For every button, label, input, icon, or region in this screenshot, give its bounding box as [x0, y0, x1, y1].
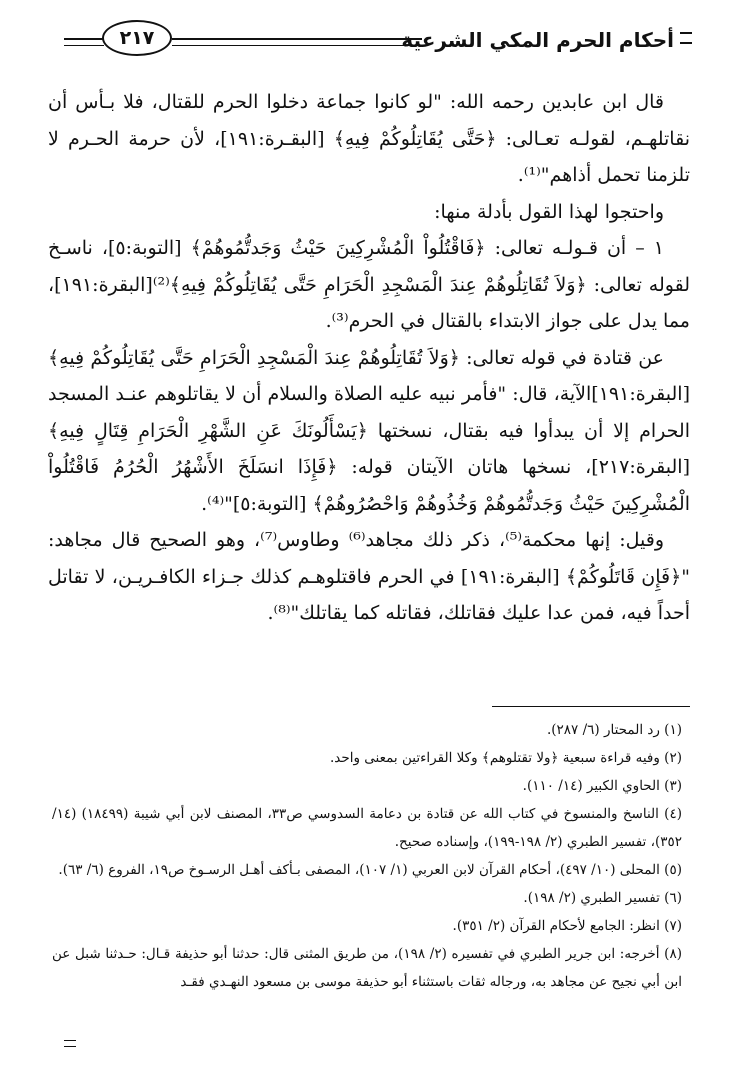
footnote-5: (٥) المحلى (١٠/ ٤٩٧)، أحكام القرآن لابن العربي (١/ ١٠٧)، المصفى بـأكف أهـل الرسـوخ ص١٩، الفروع (٦/ ٦٣). — [58, 862, 682, 878]
running-title: أحكام الحرم المكي الشرعية — [401, 28, 674, 52]
footnote-4: (٤) الناسخ والمنسوخ في كتاب الله عن قتادة بن دعامة السدوسي ص٣٣، المصنف لابن أبي شيبة (١٨٤٩٩) (١٤/ ٣٥٢)، تفسير الطبري (٢/ ١٩٨-١٩٩)، وإسناده صحيح. — [52, 806, 682, 850]
page-header — [64, 14, 692, 64]
paragraph-evidence-intro: واحتجوا لهذا القول بأدلة منها: — [434, 200, 664, 223]
footnotes — [52, 716, 682, 996]
paragraph-evidence-one: ١ – أن قـولـه تعالى: ﴿فَاقْتُلُواْ الْمُشْرِكِينَ حَيْثُ وَجَدتُّمُوهُمْ﴾ [التوبة:٥]، ناسـخ لقوله تعالى: ﴿وَلاَ تُقَاتِلُوهُمْ عِندَ الْمَسْجِدِ الْحَرَامِ حَتَّى يُقَاتِلُوكُمْ فِيهِ﴾⁽²⁾[البقرة:١٩١]، مما يدل على جواز الابتداء بالقتال في الحرم⁽³⁾. — [48, 237, 690, 332]
footnote-7: (٧) انظر: الجامع لأحكام القرآن (٢/ ٣٥١). — [452, 918, 682, 934]
header-dash-mark — [680, 32, 692, 44]
footnote-separator — [492, 706, 690, 707]
paragraph-muhkama: وقيل: إنها محكمة⁽⁵⁾، ذكر ذلك مجاهد⁽⁶⁾ وطاوس⁽⁷⁾، وهو الصحيح قال مجاهد: "﴿فَإِن قَاتَلُوكُمْ﴾ [البقرة:١٩١] في الحرم فاقتلوهـم كذلك جـزاء الكافـريـن، لا تقاتل أحداً فيه، فمن عدا عليك فقاتلك، فقاتله كما يقاتلك"⁽⁸⁾. — [48, 529, 691, 624]
footnote-1: (١) رد المحتار (٦/ ٢٨٧). — [546, 722, 682, 738]
page-number: ٢١٧ — [102, 20, 172, 56]
footnote-3: (٣) الحاوي الكبير (١٤/ ١١٠). — [522, 778, 682, 794]
header-rule — [172, 38, 422, 46]
footnote-6: (٦) تفسير الطبري (٢/ ١٩٨). — [523, 890, 682, 906]
paragraph-ibn-abidin-quote: قال ابن عابدين رحمه الله: "لو كانوا جماعة دخلوا الحرم للقتال، فلا بـأس أن نقاتلهـم، لقولـه تعـالى: ﴿حَتَّى يُقَاتِلُوكُمْ فِيهِ﴾ [البقـرة:١٩١]، لأن حرمة الحـرم لا تلزمنا تحمل أذاهم"⁽¹⁾. — [48, 91, 690, 186]
header-rule-left — [64, 38, 104, 46]
footnote-8: (٨) أخرجه: ابن جرير الطبري في تفسيره (٢/ ١٩٨)، من طريق المثنى قال: حدثنا أبو حذيفة قـال: حـدثنا شبل عن ابن أبي نجيح عن مجاهد به، ورجاله ثقات باستثناء أبو حذيفة موسى بن مسعود النهـدي فقـد — [52, 946, 682, 990]
continuation-mark — [64, 1040, 76, 1047]
footnote-2: (٢) وفيه قراءة سبعية ﴿ولا تقتلوهم﴾ وكلا القراءتين بمعنى واحد. — [330, 750, 682, 766]
paragraph-qatada: عن قتادة في قوله تعالى: ﴿وَلاَ تُقَاتِلُوهُمْ عِندَ الْمَسْجِدِ الْحَرَامِ حَتَّى يُقَاتِلُوكُمْ فِيهِ﴾ [البقرة:١٩١]الآية، قال: "فأمر نبيه عليه الصلاة والسلام أن لا يقاتلوهم عنـد المسجد الحرام إلا أن يبدأوا فيه بقتال، نسختها ﴿يَسْأَلُونَكَ عَنِ الشَّهْرِ الْحَرَامِ قِتَالٍ فِيهِ﴾[البقرة:٢١٧]، نسخها هاتان الآيتان قوله: ﴿فَإِذَا انسَلَخَ الأَشْهُرُ الْحُرُمُ فَاقْتُلُواْ الْمُشْرِكِينَ حَيْثُ وَجَدتُّمُوهُمْ وَخُذُوهُمْ وَاحْصُرُوهُمْ﴾ [التوبة:٥]"⁽⁴⁾. — [48, 346, 690, 515]
body-text — [48, 84, 690, 632]
